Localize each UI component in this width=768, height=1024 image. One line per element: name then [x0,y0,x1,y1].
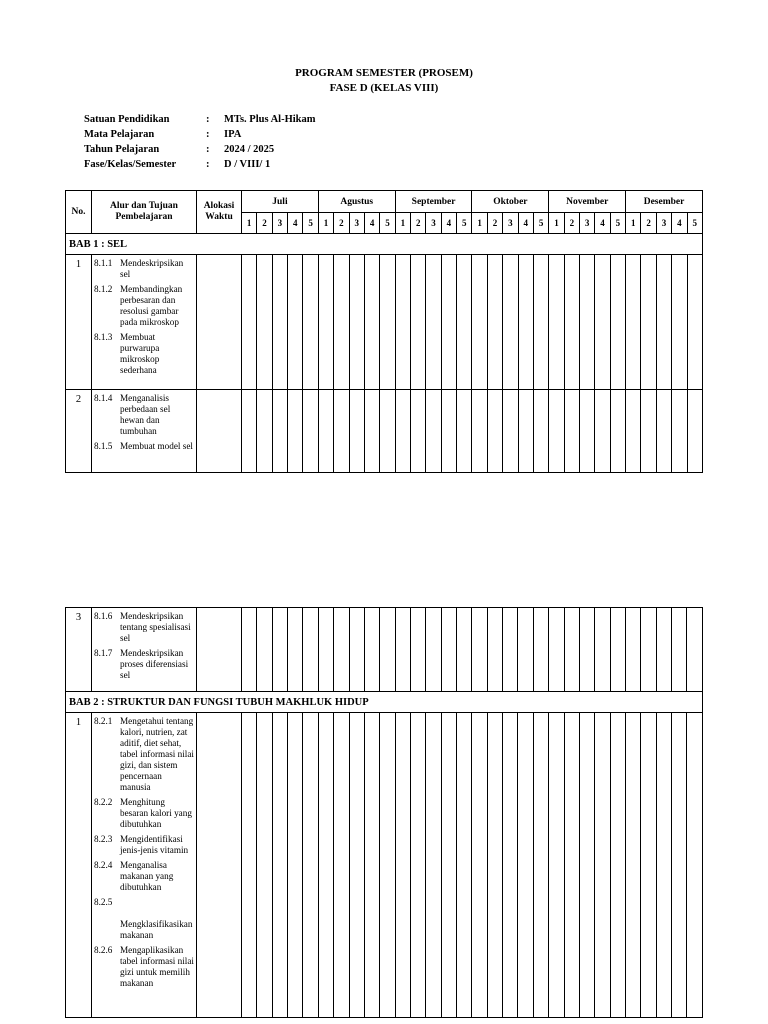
week-cell [580,255,595,390]
week-cell [503,255,518,390]
objective-item [94,332,194,376]
objective-item [94,945,194,989]
week-cell [503,608,518,692]
objective-item [94,393,194,437]
week-cell [533,255,548,390]
objective-item [94,284,194,328]
week-cell [533,390,548,473]
week-cell [380,255,395,390]
learning-objectives [92,390,197,473]
alokasi-waktu-cell [197,390,242,473]
info-value: MTs. Plus Al-Hikam [224,114,316,125]
week-cell [364,713,379,1018]
month-oktober: Oktober [472,191,549,213]
week-cell [672,255,687,390]
week-number: 2 [257,213,272,234]
week-cell [626,390,641,473]
week-cell [334,713,349,1018]
table-row [66,608,703,692]
learning-objectives [92,255,197,390]
week-cell [625,608,640,692]
objective-text: Menganalisa makanan yang dibutuhkan [120,860,174,892]
semester-program-table-continued [65,607,703,1018]
week-cell [656,713,671,1018]
week-number: 4 [672,213,687,234]
week-cell [288,608,303,692]
week-cell [549,390,564,473]
week-number: 1 [395,213,410,234]
week-cell [380,608,395,692]
week-cell [288,713,303,1018]
week-cell [395,255,410,390]
week-number: 5 [457,213,472,234]
week-cell [549,608,564,692]
objective-code: 8.1.4 [94,393,113,403]
week-cell [503,390,518,473]
week-cell [349,608,364,692]
week-cell [595,255,610,390]
week-cell [441,713,456,1018]
info-label: Tahun Pelajaran [84,144,160,155]
objective-text: Mendeskripsikan proses diferensiasi sel [120,648,189,680]
week-cell [610,608,625,692]
week-cell [395,390,410,473]
week-number: 4 [518,213,533,234]
info-row [84,127,316,142]
week-cell [610,713,625,1018]
objective-item [94,716,194,793]
week-cell [272,608,287,692]
week-cell [687,255,702,390]
week-cell [641,713,656,1018]
week-cell [303,608,318,692]
week-cell [656,608,671,692]
chapter-heading: BAB 1 : SEL [66,234,703,255]
week-cell [472,390,487,473]
week-cell [334,255,349,390]
week-cell [687,608,702,692]
week-cell [257,390,272,473]
week-cell [672,713,687,1018]
objective-item [94,897,194,941]
week-cell [564,608,579,692]
objective-item [94,258,194,280]
table-row [66,390,703,473]
week-cell [672,390,687,473]
week-cell [626,255,641,390]
week-cell [426,608,441,692]
week-cell [672,608,687,692]
week-cell [564,255,579,390]
week-number: 1 [626,213,641,234]
month-desember: Desember [626,191,703,213]
objective-text: Mendeskripsikan tentang spesialisasi sel [120,611,191,643]
week-cell [472,608,487,692]
week-cell [318,608,333,692]
objective-text: Membandingkan perbesaran dan resolusi gambar pada mikroskop [120,284,183,327]
week-cell [518,390,533,473]
row-number: 2 [66,390,92,473]
objective-item [94,834,194,856]
week-cell [411,390,426,473]
week-number: 1 [549,213,564,234]
objective-text: Membuat purwarupa mikroskop sederhana [120,332,160,375]
row-number: 3 [66,608,92,692]
week-cell [595,608,610,692]
week-cell [610,390,625,473]
week-cell [579,713,594,1018]
week-cell [441,390,456,473]
objective-text: Mendeskripsikan sel [120,258,184,279]
week-cell [457,255,472,390]
week-cell [257,713,272,1018]
week-number: 4 [595,213,610,234]
week-cell [426,390,441,473]
month-agustus: Agustus [318,191,395,213]
week-cell [564,713,579,1018]
row-number: 1 [66,713,92,1018]
week-cell [242,713,257,1018]
week-cell [472,255,487,390]
objective-text: Mengaplikasikan tabel informasi nilai gizi untuk memilih makanan [120,945,194,988]
info-label: Fase/Kelas/Semester [84,159,177,170]
week-cell [364,390,379,473]
week-cell [257,255,272,390]
week-cell [410,608,425,692]
week-cell [457,390,472,473]
alokasi-waktu-cell [197,608,242,692]
week-cell [625,713,640,1018]
document-subtitle: FASE D (KELAS VIII) [329,82,439,94]
week-cell [595,713,610,1018]
week-cell [364,608,379,692]
week-number: 1 [242,213,257,234]
week-cell [380,713,395,1018]
week-cell [518,713,533,1018]
week-cell [472,713,487,1018]
table-row [66,713,703,1018]
week-cell [656,390,671,473]
header-alokasi: Alokasi Waktu [197,191,242,234]
week-number: 1 [472,213,487,234]
objective-item [94,860,194,893]
week-cell [349,713,364,1018]
objective-text: Membuat model sel [120,441,193,451]
week-cell [272,390,287,473]
week-number: 1 [318,213,333,234]
week-number: 5 [610,213,625,234]
week-cell [318,713,333,1018]
week-cell [595,390,610,473]
week-cell [242,255,257,390]
week-cell [318,255,333,390]
week-number: 3 [580,213,595,234]
alokasi-waktu-cell [197,255,242,390]
objective-text: Menghitung besaran kalori yang dibutuhkan [120,797,192,829]
objective-item [94,648,194,681]
objective-code: 8.1.3 [94,332,113,342]
week-cell [288,255,303,390]
week-cell [288,390,303,473]
week-cell [503,713,518,1018]
week-cell [242,608,257,692]
month-november: November [549,191,626,213]
info-value: 2024 / 2025 [224,144,275,155]
week-cell [380,390,395,473]
objective-text: Mengidentifikasi jenis-jenis vitamin [120,834,189,855]
objective-text: Mengetahui tentang kalori, nutrien, zat aditif, diet sehat, tabel informasi nilai gizi, dan sistem pencernaan manusia [120,716,194,792]
objective-code: 8.2.4 [94,860,113,870]
objective-code: 8.2.5 [94,897,113,907]
week-number: 3 [272,213,287,234]
week-cell [303,713,318,1018]
week-cell [579,608,594,692]
week-number: 2 [564,213,579,234]
week-cell [257,608,272,692]
objective-text: Menganalisis perbedaan sel hewan dan tumbuhan [120,393,171,436]
objective-code: 8.2.2 [94,797,113,807]
week-number: 2 [411,213,426,234]
week-cell [441,255,456,390]
week-cell [610,255,625,390]
week-cell [641,390,656,473]
month-september: September [395,191,472,213]
info-value: D / VIII/ 1 [224,159,271,170]
week-cell [487,713,502,1018]
week-cell [272,255,287,390]
week-cell [533,608,548,692]
objective-code: 8.1.1 [94,258,113,268]
week-cell [426,255,441,390]
week-number: 3 [503,213,518,234]
objective-code: 8.1.6 [94,611,113,621]
week-cell [518,255,533,390]
semester-program-table [65,190,703,473]
info-label: Satuan Pendidikan [84,114,170,125]
alokasi-waktu-cell [197,713,242,1018]
week-cell [272,713,287,1018]
header-alur: Alur dan Tujuan Pembelajaran [92,191,197,234]
week-cell [242,390,257,473]
objective-code: 8.1.2 [94,284,113,294]
week-cell [564,390,579,473]
week-cell [533,713,548,1018]
week-cell [687,713,702,1018]
week-cell [334,390,349,473]
month-juli: Juli [242,191,319,213]
week-cell [349,255,364,390]
objective-item [94,441,194,452]
week-cell [549,255,564,390]
week-cell [487,608,502,692]
info-value: IPA [224,129,242,140]
week-cell [441,608,456,692]
week-cell [303,390,318,473]
objective-text: Mengklasifikasikan makanan [120,919,193,940]
info-colon: : [206,114,210,125]
objective-code: 8.1.5 [94,441,113,451]
week-cell [411,255,426,390]
header-no: No. [66,191,92,234]
week-cell [395,608,410,692]
week-cell [518,608,533,692]
info-colon: : [206,144,210,155]
week-number: 5 [687,213,702,234]
table-row [66,255,703,390]
week-cell [364,255,379,390]
week-cell [487,255,502,390]
week-cell [334,608,349,692]
chapter-heading: BAB 2 : STRUKTUR DAN FUNGSI TUBUH MAKHLUK HIDUP [66,692,703,713]
objective-code: 8.2.1 [94,716,113,726]
week-number: 4 [364,213,379,234]
week-number: 4 [288,213,303,234]
info-row [84,112,316,127]
week-number: 4 [441,213,456,234]
week-cell [641,608,656,692]
document-title: PROGRAM SEMESTER (PROSEM) [295,67,473,79]
objective-code: 8.1.7 [94,648,113,658]
week-cell [549,713,564,1018]
week-cell [641,255,656,390]
week-number: 5 [533,213,548,234]
week-cell [580,390,595,473]
week-cell [395,713,410,1018]
learning-objectives [92,713,197,1018]
identity-block [84,112,316,172]
week-number: 3 [656,213,671,234]
week-number: 2 [487,213,502,234]
week-cell [457,608,472,692]
week-cell [303,255,318,390]
objective-code: 8.2.6 [94,945,113,955]
week-number: 2 [641,213,656,234]
objective-item [94,797,194,830]
week-cell [318,390,333,473]
week-cell [457,713,472,1018]
week-cell [687,390,702,473]
week-cell [487,390,502,473]
week-cell [656,255,671,390]
learning-objectives [92,608,197,692]
info-label: Mata Pelajaran [84,129,155,140]
info-colon: : [206,129,210,140]
info-row [84,157,316,172]
week-number: 5 [303,213,318,234]
week-number: 5 [380,213,395,234]
info-colon: : [206,159,210,170]
info-row [84,142,316,157]
row-number: 1 [66,255,92,390]
week-number: 3 [426,213,441,234]
objective-item [94,611,194,644]
objective-code: 8.2.3 [94,834,113,844]
week-cell [410,713,425,1018]
week-cell [349,390,364,473]
week-cell [426,713,441,1018]
week-number: 2 [334,213,349,234]
week-number: 3 [349,213,364,234]
